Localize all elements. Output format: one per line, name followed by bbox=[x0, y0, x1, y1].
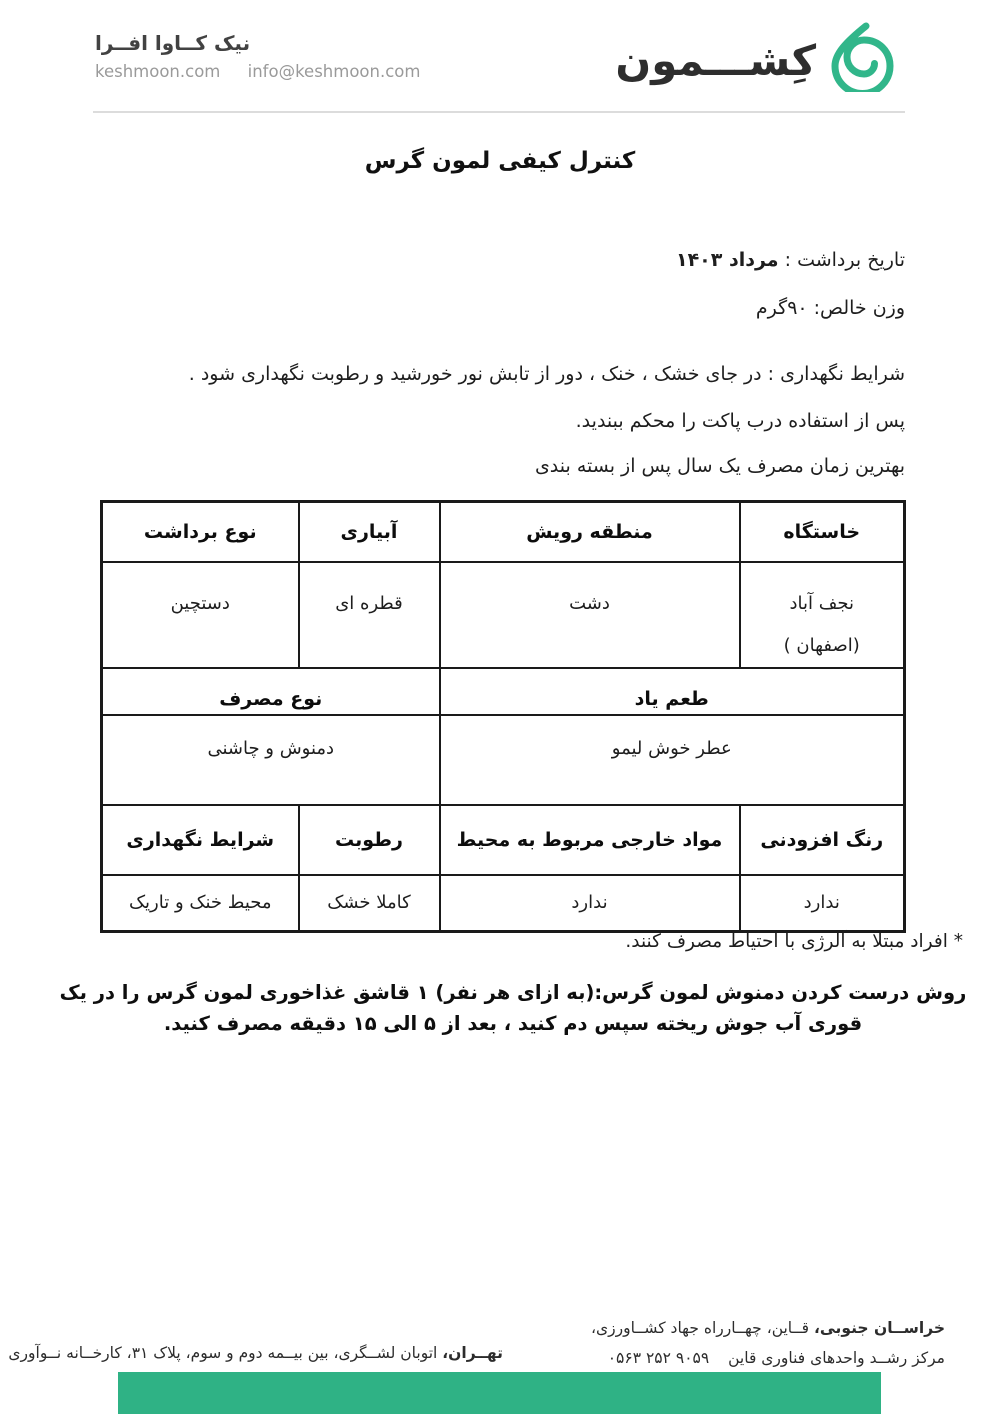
origin-value-line2: (اصفهان ) bbox=[783, 634, 860, 656]
close-pack-line: پس از استفاده درب پاکت را محکم ببندید. bbox=[575, 410, 905, 432]
footer-qaen-rest: قــاین، چهــارراه جهاد کشــاورزی، bbox=[591, 1319, 810, 1337]
storage-value-cell: محیط خنک و تاریک bbox=[102, 875, 299, 932]
table-value-row-1 bbox=[102, 562, 905, 668]
net-weight-line: وزن خالص: ۹۰گرم bbox=[755, 297, 905, 319]
company-name-block bbox=[95, 31, 250, 55]
harvest-type-header-cell: نوع برداشت bbox=[102, 502, 299, 562]
table-header-row-1 bbox=[102, 502, 905, 562]
usage-header-cell: نوع مصرف bbox=[102, 668, 440, 715]
origin-value-line1: نجف آباد bbox=[789, 592, 854, 614]
origin-header-cell: خاستگاه bbox=[740, 502, 905, 562]
footer-address-qaen-line1 bbox=[591, 1313, 945, 1343]
harvest-date-value: مرداد ۱۴۰۳ bbox=[675, 249, 779, 271]
footer-address-qaen bbox=[591, 1313, 945, 1373]
irrigation-header-cell: آبیاری bbox=[299, 502, 440, 562]
humidity-value-cell: کاملا خشک bbox=[299, 875, 440, 932]
taste-value-cell: عطر خوش لیمو bbox=[440, 715, 905, 805]
email-text: info@keshmoon.com bbox=[247, 62, 421, 81]
page-title: کنترل کیفی لمون گرس bbox=[364, 148, 636, 174]
best-use-line: بهترین زمان مصرف یک سال پس از بسته بندی bbox=[534, 455, 905, 477]
additive-color-header-cell: رنگ افزودنی bbox=[740, 805, 905, 875]
table-header-row-2 bbox=[102, 668, 905, 715]
allergy-note: * افراد مبتلا به آلرژی با احتیاط مصرف کنند. bbox=[625, 931, 963, 952]
drop-spiral-logo-icon bbox=[826, 20, 898, 92]
foreign-matter-header-cell: مواد خارجی مربوط به محیط bbox=[440, 805, 740, 875]
usage-value-cell: دمنوش و چاشنی bbox=[102, 715, 440, 805]
contact-line bbox=[95, 62, 420, 81]
table-value-row-3 bbox=[102, 875, 905, 932]
humidity-header-cell: رطوبت bbox=[299, 805, 440, 875]
irrigation-value-cell: قطره ای bbox=[299, 562, 440, 668]
footer-tehran-rest: اتوبان لشــگری، بین بیــمه دوم و سوم، پلاک ۳۱، کارخــانه نــوآوری bbox=[8, 1344, 438, 1362]
company-name: نیک کــاوا افــرا bbox=[95, 31, 251, 55]
preparation-line-2: قوری آب جوش ریخته سپس دم کنید ، بعد از ۵ الی ۱۵ دقیقه مصرف کنید. bbox=[163, 1012, 863, 1035]
region-header-cell: منطقه رویش bbox=[440, 502, 740, 562]
origin-value-cell bbox=[740, 562, 905, 668]
taste-header-cell: طعم یاد bbox=[440, 668, 905, 715]
footer-phone-number: ۰۵۶۳ ۲۵۲ ۹۰۵۹ bbox=[607, 1349, 710, 1367]
storage-conditions-line: شرایط نگهداری : در جای خشک ، خنک ، دور از تابش نور خورشید و رطوبت نگهداری شود . bbox=[188, 363, 905, 385]
footer-qaen-city: خراســان جنوبی، bbox=[813, 1319, 945, 1337]
quality-control-table bbox=[100, 500, 906, 933]
footer-growth-center: مرکز رشــد واحدهای فناوری قاین bbox=[728, 1349, 945, 1367]
brand-wordmark: کِشـــمون bbox=[615, 36, 816, 85]
preparation-instructions bbox=[50, 977, 976, 1039]
table-value-row-2 bbox=[102, 715, 905, 805]
region-value-cell: دشت bbox=[440, 562, 740, 668]
storage-header-cell: شرایط نگهداری bbox=[102, 805, 299, 875]
brand-logo bbox=[615, 20, 898, 92]
harvest-type-value-cell: دستچین bbox=[102, 562, 299, 668]
footer-address-tehran bbox=[8, 1344, 503, 1362]
footer-tehran-city: تهــران، bbox=[442, 1344, 503, 1362]
footer-address-qaen-line2 bbox=[591, 1343, 945, 1373]
header-divider bbox=[93, 111, 905, 113]
additive-color-value-cell: ندارد bbox=[740, 875, 905, 932]
harvest-date-label: تاریخ برداشت : bbox=[784, 249, 905, 271]
table-header-row-3 bbox=[102, 805, 905, 875]
foreign-matter-value-cell: ندارد bbox=[440, 875, 740, 932]
harvest-date-line bbox=[676, 249, 905, 271]
website-text: keshmoon.com bbox=[95, 62, 221, 81]
footer-green-bar bbox=[118, 1372, 881, 1414]
preparation-line-1: روش درست کردن دمنوش لمون گرس:(به ازای هر نفر) ۱ قاشق غذاخوری لمون گرس را در یک bbox=[59, 981, 967, 1004]
